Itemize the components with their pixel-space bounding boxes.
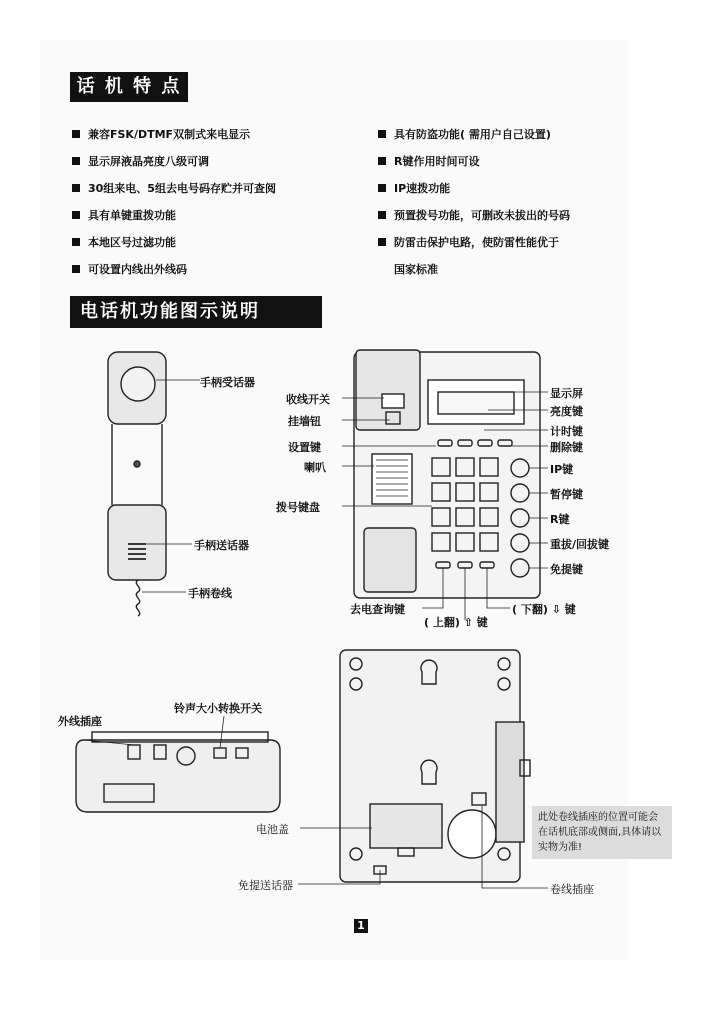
label-r-key: R键 xyxy=(550,513,570,526)
label-speaker: 喇叭 xyxy=(304,461,326,474)
feature-item: 显示屏液晶亮度八级可调 xyxy=(72,153,209,169)
label-battery-cover: 电池盖 xyxy=(256,823,289,836)
feature-item: 30组来电、5组去电号码存贮并可查阅 xyxy=(72,180,276,196)
cord-jack-note: 此处卷线插座的位置可能会在话机底部或侧面,具体请以实物为准! xyxy=(532,806,672,859)
feature-item: R键作用时间可设 xyxy=(378,153,479,169)
label-hook-switch: 收线开关 xyxy=(286,393,330,406)
feature-item: 防雷击保护电路，使防雷性能优于 xyxy=(378,234,559,250)
label-page-up-key: ( 上翻) ⇧ 键 xyxy=(424,616,488,629)
feature-item: 具有单键重拨功能 xyxy=(72,207,176,223)
label-redial-key: 重拔/回拔键 xyxy=(550,538,610,551)
phone-bottom-drawing xyxy=(298,650,548,888)
feature-item: IP速拨功能 xyxy=(378,180,450,196)
label-ringer-switch: 铃声大小转换开关 xyxy=(174,702,262,715)
label-pause-key: 暂停键 xyxy=(550,488,583,501)
feature-item: 兼容FSK/DTMF双制式来电显示 xyxy=(72,126,250,142)
handset-drawing xyxy=(108,352,166,616)
feature-item: 预置拨号功能，可删改未拔出的号码 xyxy=(378,207,570,223)
label-line-jack: 外线插座 xyxy=(58,715,102,728)
label-timer-key: 计时键 xyxy=(550,425,583,438)
label-display: 显示屏 xyxy=(550,387,583,400)
page-number: 1 xyxy=(354,919,368,933)
label-page-down-key: ( 下翻) ⇩ 键 xyxy=(512,603,576,616)
label-wall-button: 挂墙钮 xyxy=(288,415,321,428)
diagram-title: 电话机功能图示说明 xyxy=(70,296,322,328)
label-ip-key: IP键 xyxy=(550,463,574,476)
label-outgoing-query-key: 去电查询键 xyxy=(350,603,405,616)
feature-item: 具有防盗功能( 需用户自己设置) xyxy=(378,126,551,142)
label-handset-transmitter: 手柄送话器 xyxy=(194,539,249,552)
phone-front-drawing xyxy=(342,350,548,620)
features-title: 话 机 特 点 xyxy=(70,72,188,102)
phone-side-drawing xyxy=(76,716,280,812)
label-handset-receiver: 手柄受话器 xyxy=(200,376,255,389)
feature-item: 本地区号过滤功能 xyxy=(72,234,176,250)
feature-item-continued: 国家标准 xyxy=(394,263,438,276)
label-keypad: 拨号键盘 xyxy=(276,501,320,514)
label-settings-key: 设置键 xyxy=(288,441,321,454)
label-handsfree-mic: 免提送话器 xyxy=(238,879,293,892)
label-handset-cord: 手柄卷线 xyxy=(188,587,232,600)
label-brightness-key: 亮度键 xyxy=(550,405,583,418)
label-delete-key: 删除键 xyxy=(550,441,583,454)
feature-item: 可设置内线出外线码 xyxy=(72,261,187,277)
label-handsfree-key: 免提键 xyxy=(550,563,583,576)
label-cord-jack: 卷线插座 xyxy=(550,883,594,896)
